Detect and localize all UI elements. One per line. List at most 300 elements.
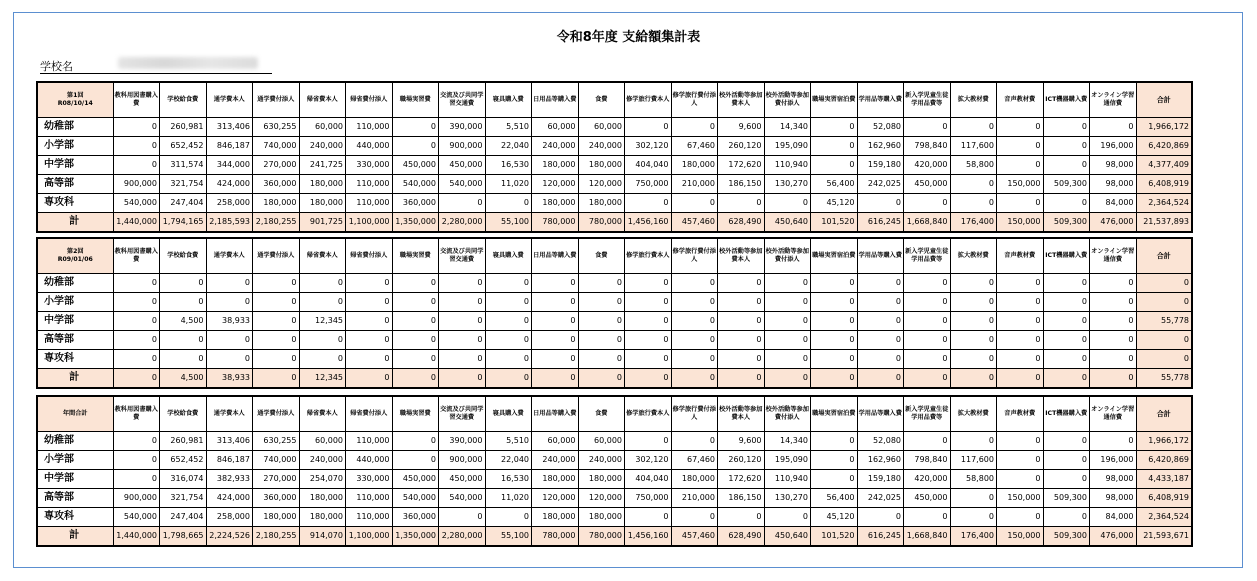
- amount-cell: 0: [439, 369, 486, 389]
- amount-cell: 0: [113, 312, 160, 331]
- table-row: [37, 451, 1192, 470]
- amount-cell: 652,452: [160, 137, 207, 156]
- amount-cell: 45,120: [811, 508, 858, 527]
- row-label: 計: [37, 527, 113, 547]
- amount-cell: 450,000: [392, 156, 439, 175]
- amount-cell: 180,000: [578, 156, 625, 175]
- amount-cell: 0: [113, 293, 160, 312]
- row-total-cell: 4,377,409: [1136, 156, 1192, 175]
- amount-cell: 0: [1043, 118, 1090, 137]
- amount-cell: 0: [764, 508, 811, 527]
- amount-cell: 12,345: [299, 369, 346, 389]
- amount-cell: 110,000: [346, 508, 393, 527]
- amount-cell: 130,270: [764, 489, 811, 508]
- amount-cell: 440,000: [346, 137, 393, 156]
- amount-cell: 0: [904, 350, 951, 369]
- amount-cell: 0: [904, 118, 951, 137]
- column-header: 音声教材費: [997, 396, 1044, 432]
- amount-cell: 0: [392, 293, 439, 312]
- amount-cell: 0: [625, 508, 672, 527]
- column-header: 通学費本人: [206, 238, 253, 274]
- row-total-cell: 2,364,524: [1136, 508, 1192, 527]
- amount-cell: 0: [904, 293, 951, 312]
- amount-cell: 60,000: [578, 432, 625, 451]
- amount-cell: 0: [1090, 369, 1137, 389]
- amount-cell: 0: [904, 369, 951, 389]
- amount-cell: 240,000: [299, 451, 346, 470]
- amount-cell: 509,300: [1043, 175, 1090, 194]
- amount-cell: 0: [1043, 432, 1090, 451]
- amount-cell: 60,000: [299, 432, 346, 451]
- amount-cell: 0: [439, 274, 486, 293]
- amount-cell: 0: [299, 350, 346, 369]
- column-header: 合計: [1136, 238, 1192, 274]
- column-header: オンライン学習通信費: [1090, 238, 1137, 274]
- column-header: 職場実習費: [392, 396, 439, 432]
- column-header: 通学費本人: [206, 396, 253, 432]
- amount-cell: 0: [950, 312, 997, 331]
- column-header: 帰省費本人: [299, 238, 346, 274]
- amount-cell: 270,000: [253, 156, 300, 175]
- amount-cell: 45,120: [811, 194, 858, 213]
- amount-cell: 5,510: [485, 118, 532, 137]
- total-row: [37, 213, 1192, 233]
- amount-cell: 0: [997, 350, 1044, 369]
- amount-cell: 0: [718, 369, 765, 389]
- amount-cell: 424,000: [206, 489, 253, 508]
- amount-cell: 321,754: [160, 175, 207, 194]
- amount-cell: 159,180: [857, 156, 904, 175]
- amount-cell: 0: [113, 137, 160, 156]
- amount-cell: 0: [997, 369, 1044, 389]
- amount-cell: 1,440,000: [113, 527, 160, 547]
- row-total-cell: 6,420,869: [1136, 451, 1192, 470]
- amount-cell: 0: [625, 293, 672, 312]
- amount-cell: 390,000: [439, 432, 486, 451]
- amount-cell: 0: [578, 350, 625, 369]
- amount-cell: 0: [718, 508, 765, 527]
- row-label: 幼稚部: [37, 118, 113, 137]
- amount-cell: 798,840: [904, 137, 951, 156]
- amount-cell: 186,150: [718, 489, 765, 508]
- amount-cell: 180,000: [671, 156, 718, 175]
- column-header: 帰省費付添人: [346, 238, 393, 274]
- amount-cell: 180,000: [532, 470, 579, 489]
- amount-cell: 162,960: [857, 137, 904, 156]
- column-header: 新入学児童生徒学用品費等: [904, 396, 951, 432]
- table-row: [37, 194, 1192, 213]
- column-header: 合計: [1136, 396, 1192, 432]
- amount-cell: 0: [206, 331, 253, 350]
- amount-cell: 798,840: [904, 451, 951, 470]
- amount-cell: 110,940: [764, 156, 811, 175]
- amount-cell: 0: [439, 194, 486, 213]
- row-total-cell: 2,364,524: [1136, 194, 1192, 213]
- amount-cell: 2,180,255: [253, 213, 300, 233]
- amount-cell: 846,187: [206, 451, 253, 470]
- amount-cell: 67,460: [671, 451, 718, 470]
- amount-cell: 0: [904, 331, 951, 350]
- amount-cell: 4,500: [160, 312, 207, 331]
- amount-cell: 0: [1043, 156, 1090, 175]
- column-header: 校外活動等参加費付添人: [764, 82, 811, 118]
- row-total-cell: 55,778: [1136, 312, 1192, 331]
- summary-table-3: [36, 395, 1193, 547]
- column-header: 職場実習宿泊費: [811, 396, 858, 432]
- amount-cell: 0: [950, 432, 997, 451]
- amount-cell: 180,000: [532, 508, 579, 527]
- row-label: 計: [37, 369, 113, 389]
- amount-cell: 260,981: [160, 118, 207, 137]
- amount-cell: 196,000: [1090, 137, 1137, 156]
- amount-cell: 0: [764, 369, 811, 389]
- amount-cell: 0: [113, 451, 160, 470]
- column-header: 校外活動等参加費本人: [718, 396, 765, 432]
- amount-cell: 0: [253, 369, 300, 389]
- amount-cell: 1,794,165: [160, 213, 207, 233]
- amount-cell: 180,000: [253, 508, 300, 527]
- amount-cell: 628,490: [718, 527, 765, 547]
- table-row: [37, 350, 1192, 369]
- column-header: 学校給食費: [160, 238, 207, 274]
- amount-cell: 0: [625, 331, 672, 350]
- table-row: [37, 274, 1192, 293]
- amount-cell: 476,000: [1090, 527, 1137, 547]
- amount-cell: 110,000: [346, 118, 393, 137]
- amount-cell: 0: [346, 331, 393, 350]
- amount-cell: 780,000: [532, 213, 579, 233]
- amount-cell: 0: [950, 350, 997, 369]
- row-label: 小学部: [37, 137, 113, 156]
- amount-cell: 0: [299, 331, 346, 350]
- amount-cell: 450,000: [439, 470, 486, 489]
- amount-cell: 0: [1043, 293, 1090, 312]
- amount-cell: 180,000: [532, 156, 579, 175]
- amount-cell: 1,350,000: [392, 213, 439, 233]
- header-row: [37, 396, 1192, 432]
- amount-cell: 52,080: [857, 432, 904, 451]
- amount-cell: 150,000: [997, 527, 1044, 547]
- column-header: 音声教材費: [997, 238, 1044, 274]
- amount-cell: 172,620: [718, 470, 765, 489]
- amount-cell: 258,000: [206, 508, 253, 527]
- table-row: [37, 293, 1192, 312]
- amount-cell: 1,456,160: [625, 213, 672, 233]
- amount-cell: 0: [392, 451, 439, 470]
- amount-cell: 914,070: [299, 527, 346, 547]
- column-header: 職場実習宿泊費: [811, 238, 858, 274]
- amount-cell: 110,000: [346, 194, 393, 213]
- amount-cell: 120,000: [578, 489, 625, 508]
- amount-cell: 509,300: [1043, 213, 1090, 233]
- school-name-label: 学校名: [40, 60, 73, 73]
- amount-cell: 117,600: [950, 137, 997, 156]
- amount-cell: 0: [113, 331, 160, 350]
- column-header: ICT機器購入費: [1043, 238, 1090, 274]
- amount-cell: 180,000: [578, 508, 625, 527]
- amount-cell: 55,100: [485, 213, 532, 233]
- column-header: 修学旅行費付添人: [671, 396, 718, 432]
- amount-cell: 195,090: [764, 451, 811, 470]
- column-header: 交流及び共同学習交通費: [439, 238, 486, 274]
- amount-cell: 0: [997, 331, 1044, 350]
- amount-cell: 5,510: [485, 432, 532, 451]
- amount-cell: 509,300: [1043, 489, 1090, 508]
- amount-cell: 0: [671, 194, 718, 213]
- amount-cell: 55,100: [485, 527, 532, 547]
- amount-cell: 0: [392, 432, 439, 451]
- amount-cell: 740,000: [253, 451, 300, 470]
- amount-cell: 0: [1090, 118, 1137, 137]
- row-label: 幼稚部: [37, 274, 113, 293]
- amount-cell: 1,100,000: [346, 527, 393, 547]
- row-label: 小学部: [37, 451, 113, 470]
- amount-cell: 162,960: [857, 451, 904, 470]
- amount-cell: 360,000: [253, 489, 300, 508]
- amount-cell: 0: [113, 274, 160, 293]
- amount-cell: 0: [485, 274, 532, 293]
- amount-cell: 110,000: [346, 432, 393, 451]
- amount-cell: 0: [671, 369, 718, 389]
- row-total-cell: 6,408,919: [1136, 489, 1192, 508]
- amount-cell: 0: [160, 331, 207, 350]
- amount-cell: 180,000: [253, 194, 300, 213]
- amount-cell: 846,187: [206, 137, 253, 156]
- amount-cell: 616,245: [857, 527, 904, 547]
- amount-cell: 0: [671, 118, 718, 137]
- amount-cell: 180,000: [299, 175, 346, 194]
- amount-cell: 540,000: [113, 508, 160, 527]
- section-title: 第2回: [66, 248, 84, 255]
- amount-cell: 0: [1043, 137, 1090, 156]
- amount-cell: 0: [764, 274, 811, 293]
- amount-cell: 180,000: [532, 194, 579, 213]
- amount-cell: 0: [811, 331, 858, 350]
- column-header: 食費: [578, 82, 625, 118]
- amount-cell: 0: [532, 350, 579, 369]
- amount-cell: 316,074: [160, 470, 207, 489]
- amount-cell: 195,090: [764, 137, 811, 156]
- amount-cell: 180,000: [299, 489, 346, 508]
- row-label: 高等部: [37, 175, 113, 194]
- table-row: [37, 432, 1192, 451]
- amount-cell: 0: [439, 293, 486, 312]
- amount-cell: 0: [671, 350, 718, 369]
- column-header: 通学費付添人: [253, 82, 300, 118]
- amount-cell: 247,404: [160, 194, 207, 213]
- amount-cell: 321,754: [160, 489, 207, 508]
- amount-cell: 630,255: [253, 432, 300, 451]
- amount-cell: 98,000: [1090, 470, 1137, 489]
- amount-cell: 14,340: [764, 118, 811, 137]
- amount-cell: 0: [578, 274, 625, 293]
- amount-cell: 0: [811, 274, 858, 293]
- amount-cell: 0: [485, 331, 532, 350]
- row-label: 小学部: [37, 293, 113, 312]
- column-header: 日用品等購入費: [532, 396, 579, 432]
- amount-cell: 0: [671, 312, 718, 331]
- column-header: 合計: [1136, 82, 1192, 118]
- column-header: 校外活動等参加費本人: [718, 238, 765, 274]
- column-header: 帰省費本人: [299, 82, 346, 118]
- amount-cell: 0: [532, 312, 579, 331]
- amount-cell: 1,440,000: [113, 213, 160, 233]
- amount-cell: 509,300: [1043, 527, 1090, 547]
- amount-cell: 0: [764, 331, 811, 350]
- table-row: [37, 508, 1192, 527]
- column-header: ICT機器購入費: [1043, 396, 1090, 432]
- amount-cell: 0: [764, 293, 811, 312]
- amount-cell: 101,520: [811, 213, 858, 233]
- table-row: [37, 118, 1192, 137]
- amount-cell: 0: [485, 508, 532, 527]
- row-total-cell: 1,966,172: [1136, 118, 1192, 137]
- amount-cell: 2,280,000: [439, 213, 486, 233]
- amount-cell: 0: [1090, 331, 1137, 350]
- amount-cell: 0: [1043, 451, 1090, 470]
- amount-cell: 457,460: [671, 213, 718, 233]
- section-title: 年間合計: [62, 410, 88, 417]
- column-header: 職場実習費: [392, 238, 439, 274]
- amount-cell: 0: [532, 274, 579, 293]
- amount-cell: 242,025: [857, 175, 904, 194]
- amount-cell: 0: [950, 293, 997, 312]
- amount-cell: 38,933: [206, 312, 253, 331]
- amount-cell: 240,000: [299, 137, 346, 156]
- amount-cell: 0: [811, 156, 858, 175]
- amount-cell: 420,000: [904, 156, 951, 175]
- amount-cell: 60,000: [532, 432, 579, 451]
- amount-cell: 101,520: [811, 527, 858, 547]
- amount-cell: 0: [718, 293, 765, 312]
- amount-cell: 0: [718, 194, 765, 213]
- column-header: 拡大教材費: [950, 396, 997, 432]
- amount-cell: 404,040: [625, 470, 672, 489]
- amount-cell: 0: [1090, 312, 1137, 331]
- amount-cell: 1,100,000: [346, 213, 393, 233]
- amount-cell: 0: [532, 369, 579, 389]
- amount-cell: 22,040: [485, 137, 532, 156]
- amount-cell: 0: [950, 508, 997, 527]
- row-label: 中学部: [37, 470, 113, 489]
- amount-cell: 0: [113, 369, 160, 389]
- amount-cell: 180,000: [299, 194, 346, 213]
- amount-cell: 0: [346, 274, 393, 293]
- amount-cell: 0: [950, 274, 997, 293]
- amount-cell: 254,070: [299, 470, 346, 489]
- amount-cell: 1,668,840: [904, 213, 951, 233]
- amount-cell: 0: [1043, 194, 1090, 213]
- amount-cell: 0: [671, 508, 718, 527]
- amount-cell: 0: [857, 293, 904, 312]
- amount-cell: 0: [997, 312, 1044, 331]
- amount-cell: 110,000: [346, 489, 393, 508]
- amount-cell: 52,080: [857, 118, 904, 137]
- amount-cell: 0: [811, 432, 858, 451]
- amount-cell: 0: [439, 312, 486, 331]
- amount-cell: 330,000: [346, 156, 393, 175]
- amount-cell: 0: [206, 350, 253, 369]
- amount-cell: 0: [578, 331, 625, 350]
- amount-cell: 0: [392, 350, 439, 369]
- amount-cell: 260,120: [718, 451, 765, 470]
- row-total-cell: 1,966,172: [1136, 432, 1192, 451]
- total-row: [37, 527, 1192, 547]
- amount-cell: 628,490: [718, 213, 765, 233]
- amount-cell: 780,000: [578, 213, 625, 233]
- amount-cell: 60,000: [299, 118, 346, 137]
- row-label: 計: [37, 213, 113, 233]
- amount-cell: 540,000: [439, 175, 486, 194]
- amount-cell: 0: [950, 194, 997, 213]
- amount-cell: 11,020: [485, 489, 532, 508]
- amount-cell: 0: [857, 508, 904, 527]
- amount-cell: 0: [718, 350, 765, 369]
- amount-cell: 0: [950, 331, 997, 350]
- amount-cell: 22,040: [485, 451, 532, 470]
- amount-cell: 260,120: [718, 137, 765, 156]
- amount-cell: 0: [625, 432, 672, 451]
- column-header: 拡大教材費: [950, 238, 997, 274]
- school-name-redacted: [118, 57, 258, 69]
- total-row: [37, 369, 1192, 389]
- school-name-underline: [40, 73, 272, 74]
- amount-cell: 2,185,593: [206, 213, 253, 233]
- row-total-cell: 6,420,869: [1136, 137, 1192, 156]
- amount-cell: 0: [811, 293, 858, 312]
- amount-cell: 0: [392, 274, 439, 293]
- page-title: 令和8年度 支給額集計表: [556, 30, 701, 45]
- amount-cell: 450,640: [764, 213, 811, 233]
- row-total-cell: 0: [1136, 350, 1192, 369]
- amount-cell: 450,000: [904, 489, 951, 508]
- header-row: [37, 238, 1192, 274]
- column-header: 通学費付添人: [253, 396, 300, 432]
- row-total-cell: 4,433,187: [1136, 470, 1192, 489]
- amount-cell: 117,600: [950, 451, 997, 470]
- amount-cell: 0: [811, 312, 858, 331]
- amount-cell: 0: [904, 432, 951, 451]
- amount-cell: 652,452: [160, 451, 207, 470]
- column-header: 職場実習費: [392, 82, 439, 118]
- amount-cell: 0: [1090, 432, 1137, 451]
- column-header: 帰省費付添人: [346, 82, 393, 118]
- amount-cell: 0: [997, 432, 1044, 451]
- amount-cell: 0: [904, 194, 951, 213]
- amount-cell: 457,460: [671, 527, 718, 547]
- amount-cell: 0: [671, 274, 718, 293]
- amount-cell: 0: [206, 274, 253, 293]
- amount-cell: 0: [811, 350, 858, 369]
- amount-cell: 780,000: [532, 527, 579, 547]
- amount-cell: 0: [671, 293, 718, 312]
- amount-cell: 2,280,000: [439, 527, 486, 547]
- table-row: [37, 331, 1192, 350]
- amount-cell: 302,120: [625, 137, 672, 156]
- amount-cell: 0: [718, 312, 765, 331]
- amount-cell: 0: [392, 118, 439, 137]
- amount-cell: 0: [811, 137, 858, 156]
- column-header: オンライン学習通信費: [1090, 396, 1137, 432]
- column-header: 学校給食費: [160, 82, 207, 118]
- amount-cell: 120,000: [532, 175, 579, 194]
- amount-cell: 344,000: [206, 156, 253, 175]
- column-header: 拡大教材費: [950, 82, 997, 118]
- column-header: 食費: [578, 396, 625, 432]
- amount-cell: 450,000: [439, 156, 486, 175]
- amount-cell: 258,000: [206, 194, 253, 213]
- summary-table-1: [36, 81, 1193, 233]
